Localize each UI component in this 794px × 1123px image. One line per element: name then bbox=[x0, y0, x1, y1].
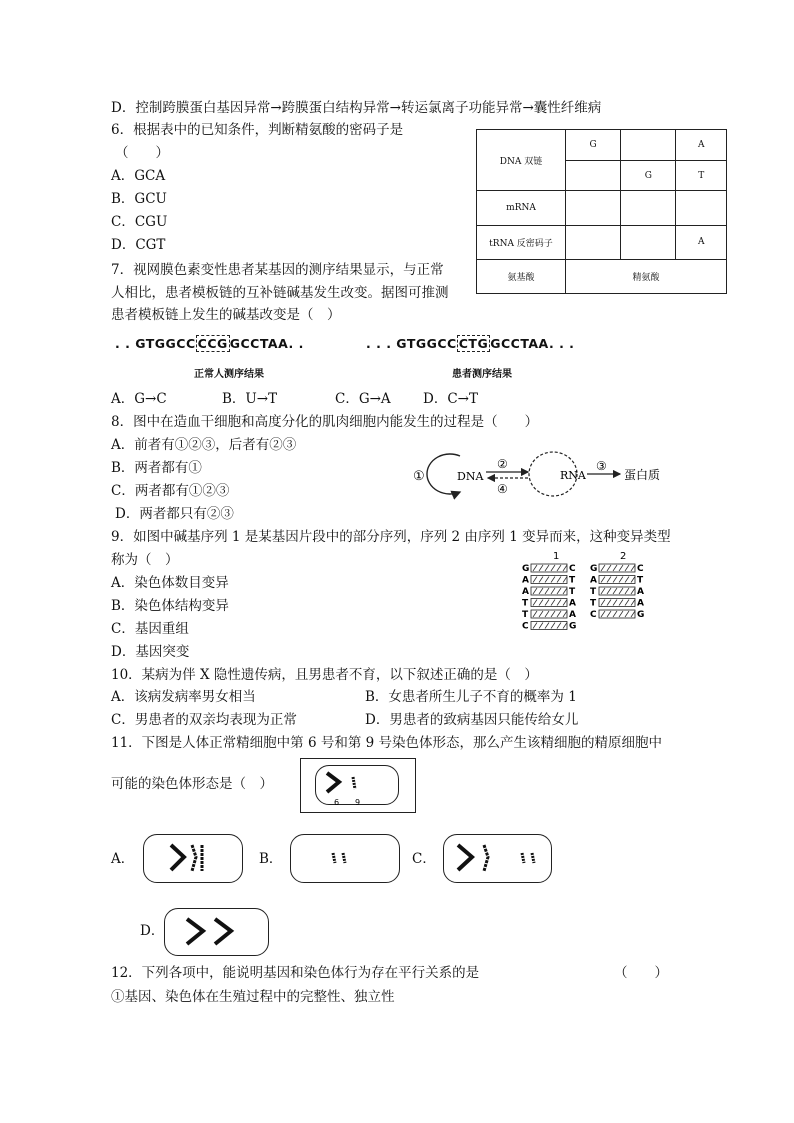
table-cell: T bbox=[676, 161, 727, 191]
dna-label: DNA bbox=[457, 470, 484, 483]
q11-option-b-label: B． bbox=[259, 851, 283, 867]
seq2-left-base: C bbox=[590, 610, 597, 620]
rna-label: RNA bbox=[560, 469, 586, 482]
q7-option-c: C．G→A bbox=[335, 391, 391, 407]
q11-sperm-chromosome-figure bbox=[300, 758, 416, 813]
q6-codon-table bbox=[476, 129, 727, 294]
seq2-left-base: T bbox=[590, 587, 597, 597]
table-cell bbox=[621, 225, 676, 259]
q11-option-c-label: C． bbox=[412, 851, 436, 867]
label-3: ③ bbox=[596, 459, 607, 473]
q6-blank: （ ） bbox=[115, 145, 169, 161]
q9-option-c: C．基因重组 bbox=[111, 621, 189, 637]
seq2-right-base: G bbox=[637, 610, 645, 620]
q7-option-a: A．G→C bbox=[111, 391, 167, 407]
q6-option-d: D．CGT bbox=[111, 237, 166, 253]
q8-option-b: B．两者都有① bbox=[111, 460, 202, 476]
q6-option-b: B．GCU bbox=[111, 191, 167, 207]
seq2-right-base: T bbox=[637, 575, 644, 586]
table-aa-value: 精氨酸 bbox=[566, 259, 727, 293]
seq1-right-base: A bbox=[569, 610, 576, 620]
q9-line2: 称为（ ） bbox=[111, 552, 179, 568]
seq1-left-base: C bbox=[522, 621, 529, 632]
q7-line3: 患者模板链上发生的碱基改变是（ ） bbox=[111, 307, 341, 323]
sequence-2-label: 2 bbox=[620, 551, 627, 562]
seq1-right-base: T bbox=[569, 587, 576, 597]
label-6: 6 bbox=[334, 798, 340, 807]
table-cell: G bbox=[566, 130, 621, 161]
table-cell: A bbox=[676, 225, 727, 259]
seq1-right-base: A bbox=[569, 598, 576, 609]
q5-option-d: D．控制跨膜蛋白基因异常→跨膜蛋白结构异常→转运氯离子功能异常→囊性纤维病 bbox=[111, 100, 602, 116]
table-cell bbox=[566, 161, 621, 191]
label-1: ① bbox=[413, 469, 425, 484]
q11-option-a-label: A． bbox=[111, 851, 135, 867]
q10-option-b: B．女患者所生儿子不育的概率为 1 bbox=[365, 689, 577, 705]
seq1-right-base: T bbox=[569, 575, 576, 586]
q10-option-d: D．男患者的致病基因只能传给女儿 bbox=[365, 712, 579, 728]
label-9: 9 bbox=[355, 798, 361, 807]
q10-option-a: A．该病发病率男女相当 bbox=[111, 689, 256, 705]
table-cell bbox=[621, 130, 676, 161]
normal-caption: 正常人测序结果 bbox=[194, 369, 264, 380]
seq1-right-base: C bbox=[569, 564, 576, 574]
q11-line1: 11．下图是人体正常精细胞中第 6 号和第 9 号染色体形态，那么产生该精细胞的精原细胞中 bbox=[111, 735, 663, 751]
table-trna-label: tRNA 反密码子 bbox=[477, 225, 566, 259]
q8-option-c: C．两者都有①②③ bbox=[111, 483, 230, 499]
q7-line2: 人相比，患者模板链的互补链碱基发生改变。据图可推测 bbox=[111, 285, 449, 301]
q11-option-d-label: D． bbox=[140, 923, 165, 939]
seq1-left-base: A bbox=[522, 575, 529, 586]
seq2-left-base: A bbox=[590, 575, 597, 586]
q9-option-d: D．基因突变 bbox=[111, 644, 190, 660]
base-sequence-diagram bbox=[520, 550, 660, 632]
q6-stem: 6．根据表中的已知条件，判断精氨酸的密码子是 bbox=[111, 122, 404, 138]
q11-option-a-figure bbox=[143, 834, 243, 883]
q10-stem: 10．某病为伴 X 隐性遗传病，且男患者不育，以下叙述正确的是（ ） bbox=[111, 667, 538, 683]
normal-seq-highlight: CCG bbox=[197, 336, 228, 351]
q12-item1: ①基因、染色体在生殖过程中的完整性、独立性 bbox=[111, 989, 395, 1005]
table-cell bbox=[566, 225, 621, 259]
patient-sequence: . . . GTGGCC CTG GCCTAA. . . bbox=[366, 336, 575, 351]
seq2-right-base: A bbox=[637, 587, 644, 597]
label-4: ④ bbox=[497, 482, 508, 496]
sequence-1-label: 1 bbox=[553, 551, 560, 562]
table-aa-label: 氨基酸 bbox=[477, 259, 566, 293]
q12-blank: （ ） bbox=[614, 965, 668, 981]
q7-option-b: B．U→T bbox=[222, 391, 278, 407]
seq2-right-base: C bbox=[637, 564, 644, 574]
table-cell: G bbox=[621, 161, 676, 191]
q9-option-b: B．染色体结构变异 bbox=[111, 598, 229, 614]
chromosome-9 bbox=[353, 777, 355, 789]
seq1-left-base: A bbox=[522, 587, 529, 597]
q11-option-d-figure bbox=[164, 908, 269, 956]
q9-option-a: A．染色体数目变异 bbox=[111, 575, 229, 591]
q8-stem: 8．图中在造血干细胞和高度分化的肌肉细胞内能发生的过程是（ ） bbox=[111, 414, 539, 430]
protein-label: 蛋白质 bbox=[624, 468, 661, 482]
seq1-right-base: G bbox=[569, 621, 577, 632]
q12-stem: 12．下列各项中，能说明基因和染色体行为存在平行关系的是 bbox=[111, 965, 480, 981]
q9-line1: 9．如图中碱基序列 1 是某基因片段中的部分序列，序列 2 由序列 1 变异而来，这种变异类型 bbox=[111, 529, 671, 545]
chromosome-6 bbox=[327, 773, 339, 792]
seq2-left-base: G bbox=[590, 564, 598, 574]
label-2: ② bbox=[497, 457, 508, 471]
table-cell: A bbox=[676, 130, 727, 161]
table-dna-label: DNA 双链 bbox=[477, 130, 566, 191]
table-mrna-label: mRNA bbox=[477, 191, 566, 225]
normal-sequence: . . GTGGCC CCG GCCTAA. . bbox=[115, 336, 304, 351]
q8-option-d: D．两者都只有②③ bbox=[115, 506, 234, 522]
patient-seq-highlight: CTG bbox=[458, 336, 489, 351]
seq2-left-base: T bbox=[590, 598, 597, 609]
seq1-left-base: G bbox=[522, 564, 530, 574]
seq1-left-base: T bbox=[522, 598, 529, 609]
seq1-left-base: T bbox=[522, 610, 529, 620]
q6-option-c: C．CGU bbox=[111, 214, 168, 230]
q6-option-a: A．GCA bbox=[111, 168, 166, 184]
q8-option-a: A．前者有①②③，后者有②③ bbox=[111, 437, 297, 453]
q10-option-c: C．男患者的双亲均表现为正常 bbox=[111, 712, 297, 728]
central-dogma-diagram bbox=[410, 448, 680, 500]
q11-option-c-figure bbox=[443, 834, 552, 883]
q11-line2: 可能的染色体形态是（ ） bbox=[111, 776, 273, 792]
replication-arrow bbox=[427, 454, 460, 494]
q11-option-b-figure bbox=[290, 834, 400, 883]
patient-caption: 患者测序结果 bbox=[452, 369, 512, 380]
seq2-right-base: A bbox=[637, 598, 644, 609]
q7-option-d: D．C→T bbox=[423, 391, 478, 407]
q7-line1: 7．视网膜色素变性患者某基因的测序结果显示，与正常 bbox=[111, 262, 444, 278]
